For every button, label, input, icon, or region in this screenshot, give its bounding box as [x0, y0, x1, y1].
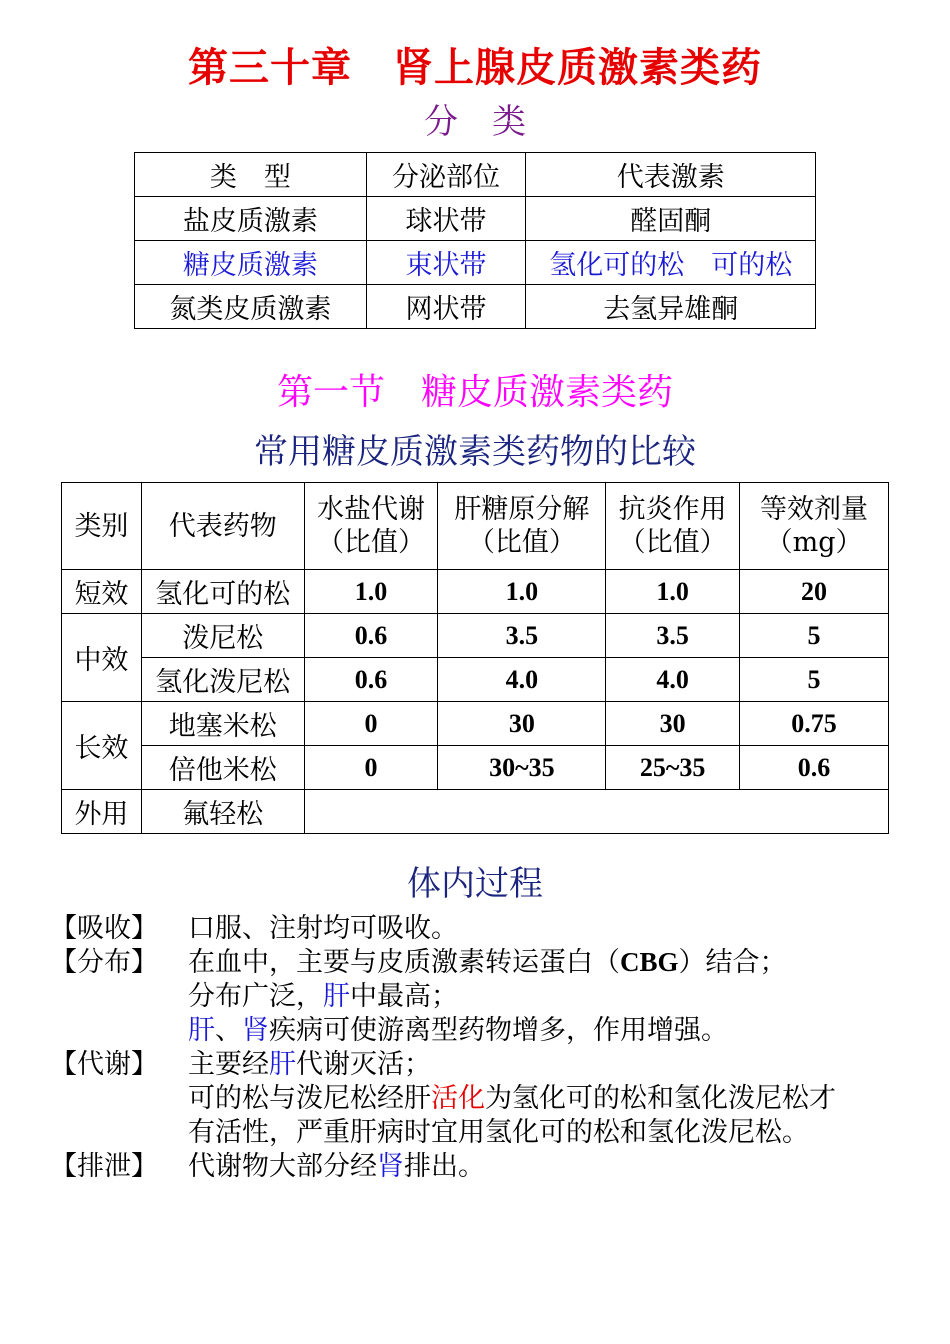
cell-water-salt: 0.6: [304, 614, 438, 658]
header-anti-inflammatory: [606, 483, 740, 570]
chapter-title: 第三十章 肾上腺皮质激素类药: [188, 44, 762, 91]
table-row: [135, 241, 816, 285]
table-row: [62, 658, 889, 702]
table-row: [62, 702, 889, 746]
cell-type: 盐皮质激素: [135, 197, 367, 241]
cell-drug: 地塞米松: [141, 702, 304, 746]
cell-site: 球状带: [366, 197, 526, 241]
process-title: 体内过程: [407, 864, 543, 904]
text-segment: 分布广泛，: [188, 981, 323, 1012]
text-segment: 主要经: [188, 1049, 269, 1080]
cell-type: 氮类皮质激素: [135, 285, 367, 329]
header-line: （比值）: [618, 527, 727, 558]
group-external: 外用: [62, 790, 142, 834]
cell-dose: 0.6: [740, 746, 889, 790]
group-long: 长效: [62, 702, 142, 790]
label-distribution: 【分布】: [50, 947, 158, 978]
text-segment: 肝: [188, 1015, 215, 1046]
header-glycogen: [438, 483, 606, 570]
label-metabolism: 【代谢】: [50, 1049, 158, 1080]
header-dose: [740, 483, 889, 570]
cell-drug: 氟轻松: [141, 790, 304, 834]
cell-anti-inflammatory: 30: [606, 702, 740, 746]
text-segment: 在血中，主要与皮质激素转运蛋白（: [188, 947, 620, 978]
text-segment: CBG: [620, 947, 679, 977]
classification-table: [134, 152, 816, 329]
cell-glycogen: 3.5: [438, 614, 606, 658]
table-row: [62, 746, 889, 790]
section-title: 第一节 糖皮质激素类药: [276, 372, 673, 413]
cell-drug: 倍他米松: [141, 746, 304, 790]
cell-type: 糖皮质激素: [135, 241, 367, 285]
header-category: 类别: [62, 483, 142, 570]
cell-glycogen: 30: [438, 702, 606, 746]
cell-anti-inflammatory: 4.0: [606, 658, 740, 702]
text-segment: 肾: [242, 1015, 269, 1046]
text-segment: 、: [215, 1015, 242, 1046]
cell-hormone: 去氢异雄酮: [526, 285, 816, 329]
header-line: （比值）: [467, 527, 576, 558]
cell-glycogen: 1.0: [438, 570, 606, 614]
header-water-salt: [304, 483, 438, 570]
section-subtitle: 常用糖皮质激素类药物的比较: [254, 432, 696, 472]
text-segment: 代谢物大部分经: [188, 1151, 377, 1182]
header-line: 肝糖原分解: [454, 494, 590, 525]
header-type: 类 型: [135, 153, 367, 197]
text-absorption: 口服、注射均可吸收。: [188, 913, 458, 944]
text-segment: 可的松与泼尼松经肝: [188, 1083, 431, 1114]
cell-dose: 0.75: [740, 702, 889, 746]
cell-drug: 氢化泼尼松: [141, 658, 304, 702]
cell-hormone: 氢化可的松 可的松: [526, 241, 816, 285]
text-segment: 肾: [377, 1151, 404, 1182]
header-site: 分泌部位: [366, 153, 526, 197]
header-line: 抗炎作用: [618, 494, 727, 525]
comparison-table: [61, 482, 889, 834]
cell-empty: [304, 790, 888, 834]
label-excretion: 【排泄】: [50, 1151, 158, 1182]
cell-anti-inflammatory: 25~35: [606, 746, 740, 790]
table-row: [62, 614, 889, 658]
header-hormone: 代表激素: [526, 153, 816, 197]
cell-water-salt: 0.6: [304, 658, 438, 702]
cell-site: 网状带: [366, 285, 526, 329]
text-segment: ）结合；: [678, 947, 787, 978]
table-header-row: [62, 483, 889, 570]
table-row: [135, 285, 816, 329]
text-segment: 疾病可使游离型药物增多，作用增强。: [269, 1015, 728, 1046]
cell-water-salt: 0: [304, 702, 438, 746]
cell-water-salt: 1.0: [304, 570, 438, 614]
group-short: 短效: [62, 570, 142, 614]
text-excretion: [188, 1144, 485, 1183]
cell-dose: 20: [740, 570, 889, 614]
label-absorption: 【吸收】: [50, 913, 158, 944]
text-segment: 代谢灭活；: [296, 1049, 431, 1080]
cell-anti-inflammatory: 3.5: [606, 614, 740, 658]
text-segment: 肝: [269, 1049, 296, 1080]
header-line: （mg）: [765, 527, 863, 558]
classification-heading: 分 类: [424, 102, 526, 142]
table-row: [62, 790, 889, 834]
cell-drug: 泼尼松: [141, 614, 304, 658]
cell-glycogen: 4.0: [438, 658, 606, 702]
table-header-row: [135, 153, 816, 197]
cell-drug: 氢化可的松: [141, 570, 304, 614]
text-segment: 为氢化可的松和氢化泼尼松才: [485, 1083, 836, 1114]
text-segment: 活化: [431, 1083, 485, 1114]
table-row: [135, 197, 816, 241]
header-line: （比值）: [317, 527, 426, 558]
cell-water-salt: 0: [304, 746, 438, 790]
group-medium: 中效: [62, 614, 142, 702]
cell-site: 束状带: [366, 241, 526, 285]
header-line: 水盐代谢: [317, 494, 426, 525]
table-row: [62, 570, 889, 614]
header-drug: 代表药物: [141, 483, 304, 570]
cell-dose: 5: [740, 658, 889, 702]
cell-glycogen: 30~35: [438, 746, 606, 790]
header-line: 等效剂量: [760, 494, 869, 525]
cell-anti-inflammatory: 1.0: [606, 570, 740, 614]
text-segment: 肝: [323, 981, 350, 1012]
text-segment: 排出。: [404, 1151, 485, 1182]
text-metabolism-line3: 有活性，严重肝病时宜用氢化可的松和氢化泼尼松。: [188, 1117, 809, 1148]
text-segment: 中最高；: [350, 981, 458, 1012]
cell-hormone: 醛固酮: [526, 197, 816, 241]
cell-dose: 5: [740, 614, 889, 658]
